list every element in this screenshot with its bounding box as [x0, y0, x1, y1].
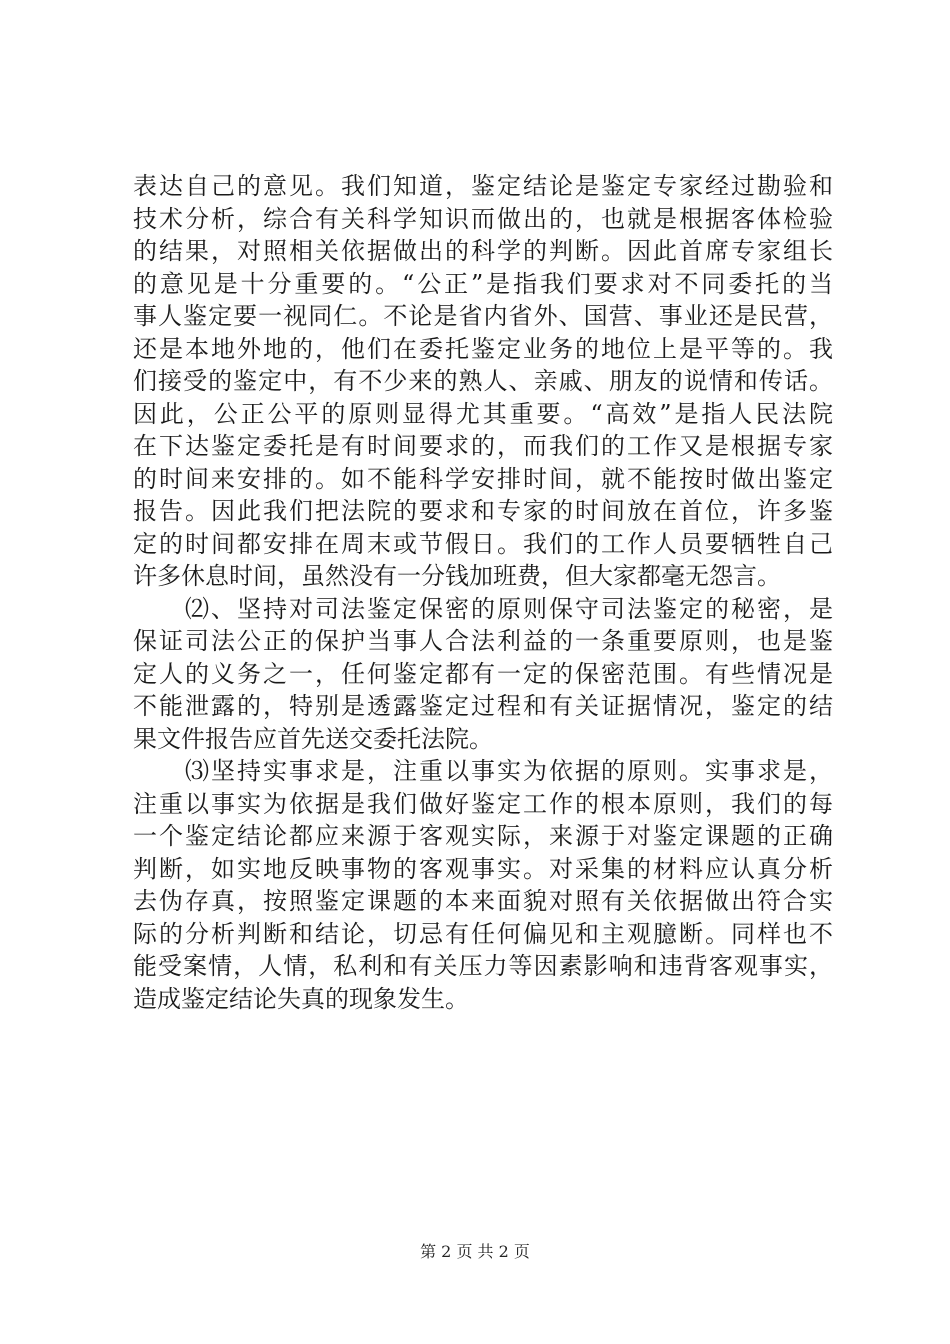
text-line: 保证司法公正的保护当事人合法利益的一条重要原则，也是鉴	[133, 627, 833, 655]
text-line: 造成鉴定结论失真的现象发生。	[133, 984, 469, 1013]
text-line: 际的分析判断和结论，切忌有任何偏见和主观臆断。同样也不	[133, 919, 833, 948]
text-line: 表达自己的意见。我们知道，鉴定结论是鉴定专家经过勘验和	[133, 172, 833, 200]
text-line: 们接受的鉴定中，有不少来的熟人、亲戚、朋友的说情和传话。	[133, 367, 833, 395]
text-line: 还是本地外地的，他们在委托鉴定业务的地位上是平等的。我	[133, 334, 833, 363]
text-line: 在下达鉴定委托是有时间要求的，而我们的工作又是根据专家	[133, 432, 833, 460]
body-text	[133, 170, 833, 1015]
text-line: 技术分析，综合有关科学知识而做出的，也就是根据客体检验	[133, 204, 833, 233]
text-line: 一个鉴定结论都应来源于客观实际，来源于对鉴定课题的正确	[133, 822, 833, 850]
text-line: 果文件报告应首先送交委托法院。	[133, 724, 493, 753]
text-line: 因此，公正公平的原则显得尤其重要。“高效”是指人民法院	[133, 399, 833, 428]
text-line: 定的时间都安排在周末或节假日。我们的工作人员要牺牲自己	[133, 529, 833, 558]
text-line: 不能泄露的，特别是透露鉴定过程和有关证据情况，鉴定的结	[133, 692, 833, 720]
text-line: 事人鉴定要一视同仁。不论是省内省外、国营、事业还是民营，	[133, 302, 833, 330]
text-line: 注重以事实为依据是我们做好鉴定工作的根本原则，我们的每	[133, 789, 833, 818]
page-footer: 第 2 页 共 2 页	[420, 1242, 530, 1261]
text-line: 报告。因此我们把法院的要求和专家的时间放在首位，许多鉴	[133, 497, 833, 525]
text-line: ⑵、坚持对司法鉴定保密的原则保守司法鉴定的秘密，是	[133, 594, 833, 623]
text-line: 许多休息时间，虽然没有一分钱加班费，但大家都毫无怨言。	[133, 562, 781, 590]
text-line: 的结果，对照相关依据做出的科学的判断。因此首席专家组长	[133, 237, 833, 265]
text-line: 判断，如实地反映事物的客观事实。对采集的材料应认真分析	[133, 854, 833, 883]
text-line: ⑶坚持实事求是，注重以事实为依据的原则。实事求是，	[133, 757, 833, 785]
text-line: 的意见是十分重要的。“公正”是指我们要求对不同委托的当	[133, 269, 833, 298]
text-line: 的时间来安排的。如不能科学安排时间，就不能按时做出鉴定	[133, 464, 833, 493]
text-line: 能受案情，人情，私利和有关压力等因素影响和违背客观事实，	[133, 952, 833, 980]
text-line: 去伪存真，按照鉴定课题的本来面貌对照有关依据做出符合实	[133, 887, 833, 915]
text-line: 定人的义务之一，任何鉴定都有一定的保密范围。有些情况是	[133, 659, 833, 688]
